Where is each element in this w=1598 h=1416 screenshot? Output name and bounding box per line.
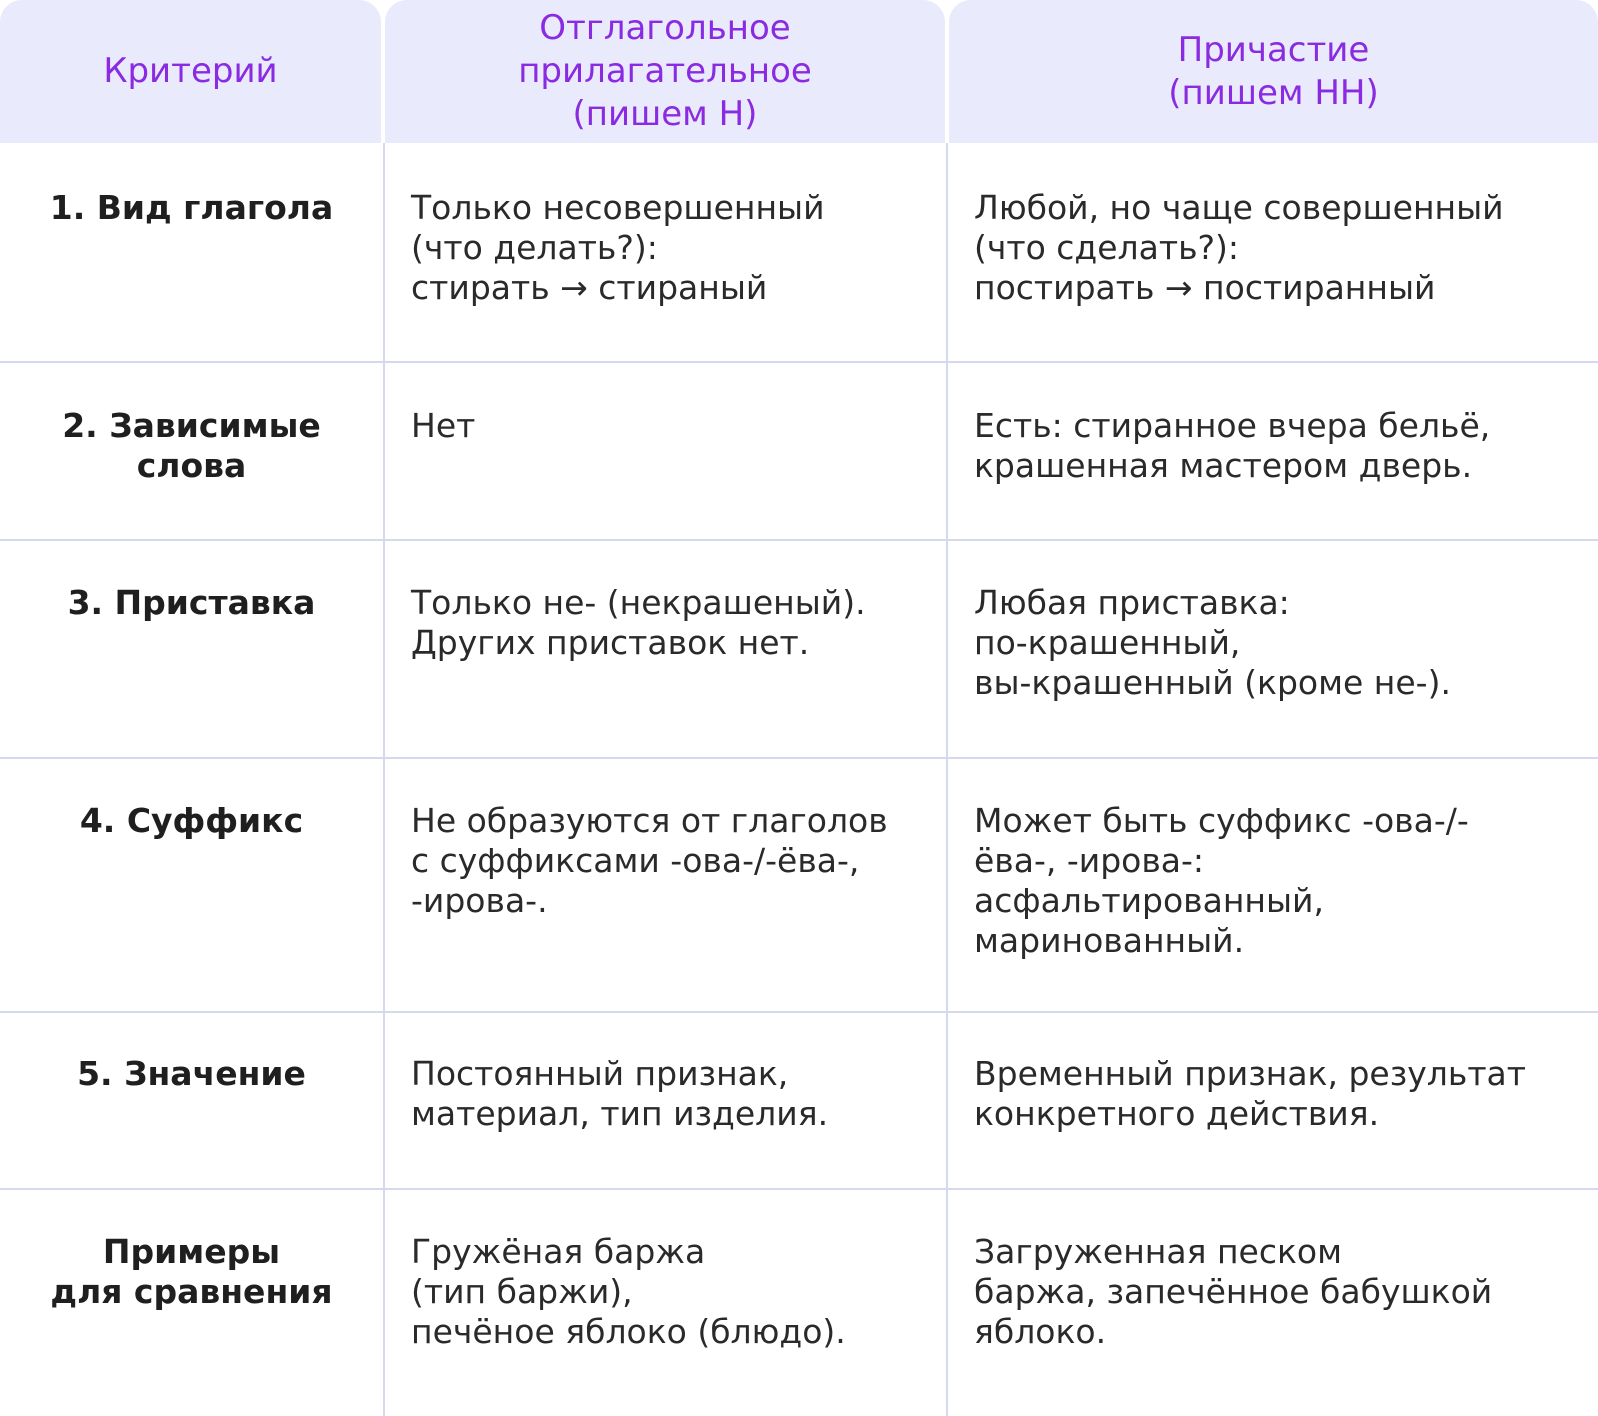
header-criterion [0, 0, 381, 143]
cell-line: (что сделать?): [974, 228, 1240, 267]
table-row-criterion [0, 1232, 383, 1312]
row-divider [0, 1011, 1598, 1013]
header-adjective-line: (пишем Н) [572, 94, 758, 134]
cell-line: с суффиксами -ова-/-ёва-, [411, 841, 860, 880]
cell-line: для сравнения [50, 1272, 333, 1311]
cell-line: асфальтированный, [974, 881, 1324, 920]
row-divider [0, 1188, 1598, 1190]
header-adjective [385, 0, 945, 143]
table-row-adjective [411, 801, 941, 921]
cell-line: баржа, запечённое бабушкой [974, 1272, 1493, 1311]
cell-line: Любая приставка: [974, 583, 1290, 622]
table-row-criterion [0, 583, 383, 623]
cell-line: Не образуются от глаголов [411, 801, 888, 840]
table-row-participle [974, 583, 1589, 703]
table-row-participle [974, 1054, 1589, 1134]
cell-line: Только не- (некрашеный). [411, 583, 866, 622]
cell-line: 5. Значение [77, 1054, 306, 1093]
cell-line: постирать → постиранный [974, 268, 1436, 307]
table-row-adjective [411, 1054, 941, 1134]
cell-line: ёва-, -ирова-: [974, 841, 1205, 880]
table-row-participle [974, 801, 1589, 961]
header-participle-line: Причастие [1177, 29, 1370, 70]
cell-line: 1. Вид глагола [49, 188, 334, 227]
cell-line: печёное яблоко (блюдо). [411, 1312, 846, 1351]
row-divider [0, 539, 1598, 541]
cell-line: по-крашенный, [974, 623, 1241, 662]
table-row-criterion [0, 406, 383, 486]
header-criterion-label: Критерий [103, 51, 278, 91]
cell-line: Любой, но чаще совершенный [974, 188, 1504, 227]
cell-line: конкретного действия. [974, 1094, 1380, 1133]
header-adjective-line: Отглагольное [539, 8, 791, 48]
column-divider [383, 143, 385, 1416]
cell-line: вы-крашенный (кроме не-). [974, 663, 1451, 702]
cell-line: стирать → стираный [411, 268, 768, 307]
cell-line: Загруженная песком [974, 1232, 1342, 1271]
table-row-adjective [411, 583, 941, 663]
column-divider [946, 143, 948, 1416]
cell-line: Примеры [102, 1232, 281, 1271]
table-row-participle [974, 1232, 1589, 1352]
cell-line: Временный признак, результат [974, 1054, 1526, 1093]
cell-line: Может быть суффикс -ова-/- [974, 801, 1469, 840]
cell-line: 2. Зависимые [62, 406, 321, 445]
table-row-criterion [0, 1054, 383, 1094]
table-row-adjective [411, 188, 941, 308]
cell-line: Нет [411, 406, 476, 445]
cell-line: Есть: стиранное вчера бельё, [974, 406, 1491, 445]
cell-line: -ирова-. [411, 881, 548, 920]
cell-line: слова [136, 446, 247, 485]
cell-line: 3. Приставка [67, 583, 316, 622]
cell-line: крашенная мастером дверь. [974, 446, 1473, 485]
cell-line: маринованный. [974, 921, 1245, 960]
cell-line: Только несовершенный [411, 188, 825, 227]
cell-line: 4. Суффикс [79, 801, 304, 840]
cell-line: Гружёная баржа [411, 1232, 706, 1271]
cell-line: материал, тип изделия. [411, 1094, 829, 1133]
cell-line: Других приставок нет. [411, 623, 810, 662]
table-row-adjective [411, 406, 941, 446]
row-divider [0, 757, 1598, 759]
header-adjective-line: прилагательное [518, 51, 812, 91]
header-participle [949, 0, 1598, 143]
cell-line: Постоянный признак, [411, 1054, 789, 1093]
table-row-adjective [411, 1232, 941, 1352]
table-row-participle [974, 406, 1589, 486]
table-row-criterion [0, 188, 383, 228]
cell-line: яблоко. [974, 1312, 1107, 1351]
table-row-criterion [0, 801, 383, 841]
table-row-participle [974, 188, 1589, 308]
row-divider [0, 361, 1598, 363]
header-participle-line: (пишем НН) [1168, 72, 1379, 113]
cell-line: (что делать?): [411, 228, 658, 267]
cell-line: (тип баржи), [411, 1272, 633, 1311]
